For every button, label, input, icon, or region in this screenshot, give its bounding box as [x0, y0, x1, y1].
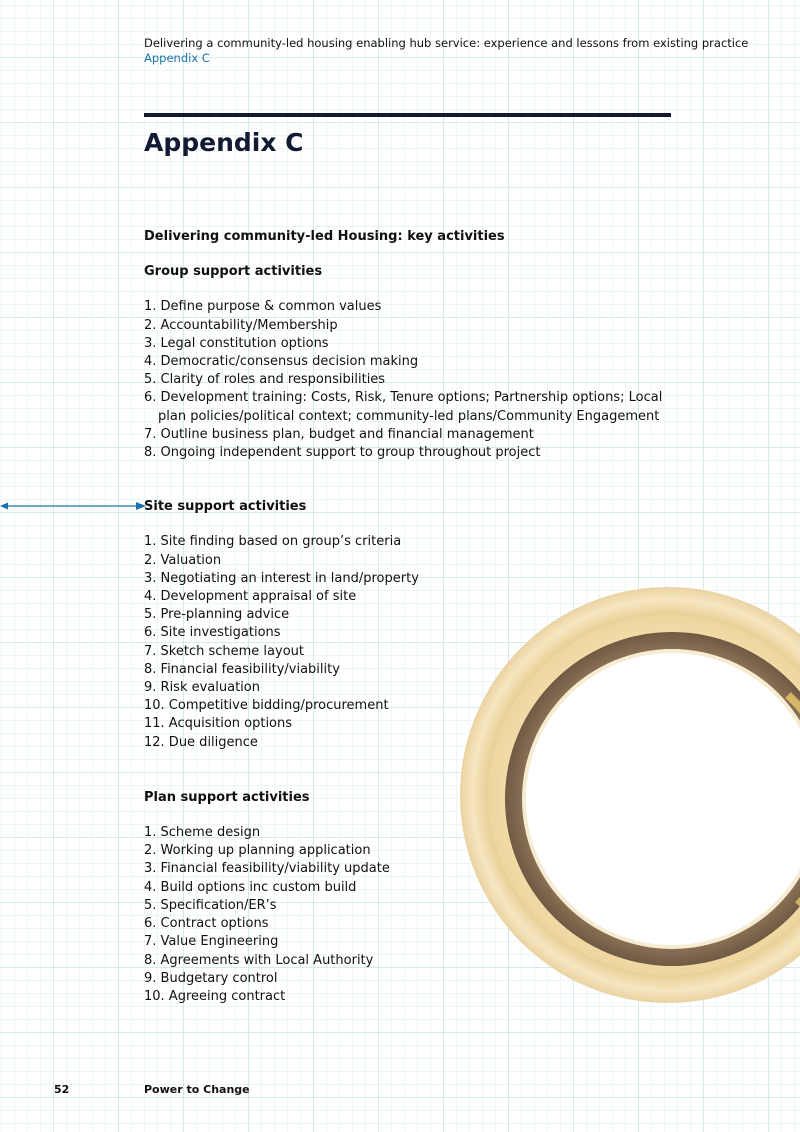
plan-section-heading: Plan support activities [144, 789, 310, 805]
list-item: 10. Agreeing contract [144, 988, 286, 1004]
list-item: 7. Outline business plan, budget and financial management [144, 426, 534, 442]
list-item: 11. Acquisition options [144, 716, 293, 732]
page-title: Appendix C [144, 128, 304, 157]
list-item: 7. Value Engineering [144, 934, 279, 950]
site-section-heading: Site support activities [144, 499, 307, 515]
page-number: 52 [54, 1083, 70, 1096]
list-item: 8. Agreements with Local Authority [144, 952, 374, 968]
site-activities-list [144, 533, 684, 751]
list-item: 9. Budgetary control [144, 970, 278, 986]
list-item: 4. Development appraisal of site [144, 589, 357, 605]
running-header [144, 36, 748, 65]
list-item: 5. Specification/ER’s [144, 897, 277, 913]
header-section-link[interactable]: Appendix C [144, 50, 210, 65]
list-item: 3. Financial feasibility/viability update [144, 861, 390, 877]
list-item: 3. Negotiating an interest in land/property [144, 570, 419, 586]
list-item: 10. Competitive bidding/procurement [144, 698, 389, 714]
list-item: 5. Clarity of roles and responsibilities [144, 372, 386, 388]
main-content [144, 228, 684, 1006]
list-item: 6. Development training: Costs, Risk, Tenure options; Partnership options; Local plan policies/political context; community-led plans/Community Engagement [144, 390, 663, 424]
list-item: 9. Risk evaluation [144, 680, 260, 696]
plan-activities-list [144, 824, 684, 1006]
group-activities-list [144, 298, 684, 462]
list-item: 4. Democratic/consensus decision making [144, 354, 419, 370]
list-item: 12. Due diligence [144, 734, 258, 750]
list-item: 3. Legal constitution options [144, 335, 329, 351]
list-item: 6. Contract options [144, 916, 269, 932]
intro-heading: Delivering community-led Housing: key activities [144, 229, 505, 244]
list-item: 8. Financial feasibility/viability [144, 661, 340, 677]
list-item: 2. Valuation [144, 552, 222, 568]
list-item: 5. Pre-planning advice [144, 607, 290, 623]
list-item: 1. Scheme design [144, 825, 261, 841]
double-arrow-icon [0, 500, 146, 512]
list-item: 6. Site investigations [144, 625, 281, 641]
list-item: 2. Accountability/Membership [144, 317, 338, 333]
footer-brand: Power to Change [144, 1083, 250, 1096]
group-section-heading: Group support activities [144, 264, 323, 280]
list-item: 7. Sketch scheme layout [144, 643, 304, 659]
title-rule [144, 113, 671, 117]
list-item: 1. Site finding based on group’s criteria [144, 534, 402, 550]
list-item: 2. Working up planning application [144, 843, 371, 859]
list-item: 8. Ongoing independent support to group throughout project [144, 445, 541, 461]
header-document-title: Delivering a community-led housing enabling hub service: experience and lessons from existing practice [144, 36, 749, 50]
list-item: 1. Define purpose & common values [144, 299, 382, 315]
list-item: 4. Build options inc custom build [144, 879, 357, 895]
